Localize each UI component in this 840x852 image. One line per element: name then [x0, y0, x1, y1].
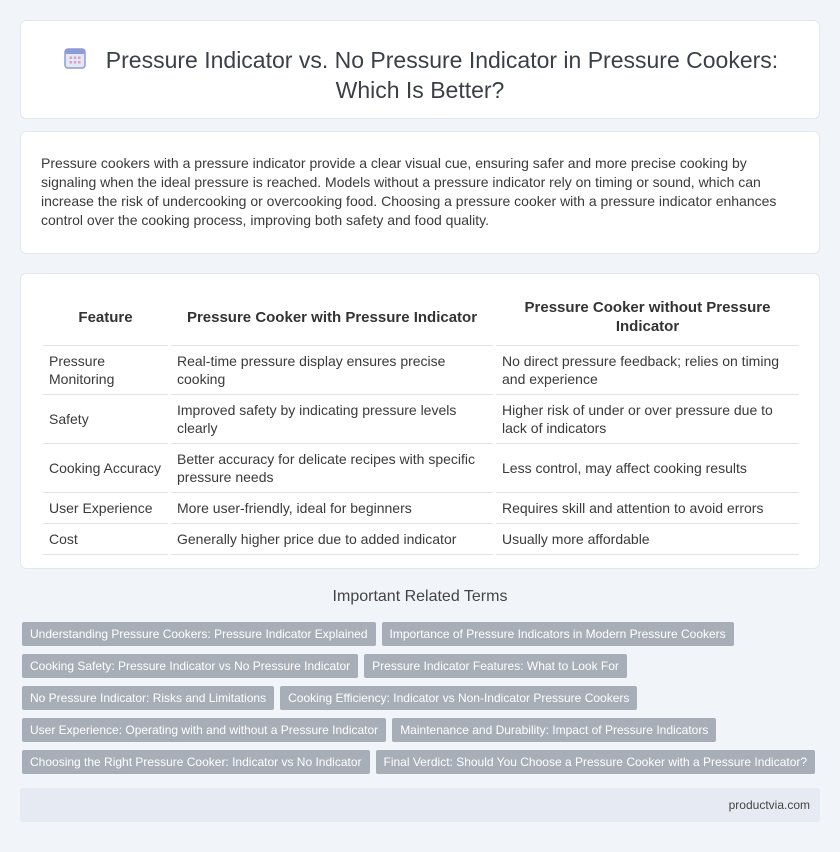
related-term-tag[interactable]: Pressure Indicator Features: What to Look For: [364, 654, 627, 678]
related-term-tag[interactable]: Maintenance and Durability: Impact of Pressure Indicators: [392, 718, 716, 742]
tag-row: [22, 686, 822, 710]
intro-card: [20, 131, 820, 254]
intro-paragraph: Pressure cookers with a pressure indicator provide a clear visual cue, ensuring safer and more precise cooking by signaling when the ideal pressure is reached. Models without a pressure indicator rely on timing or sound, which can increase the risk of undercooking or overcooking food. Choosing a pressure cooker with a pressure indicator enhances control over the cooking process, improving both safety and food quality.: [41, 155, 777, 228]
footer-site-link[interactable]: productvia.com: [728, 798, 810, 812]
header-with-indicator: Pressure Cooker with Pressure Indicator: [170, 296, 495, 346]
without-indicator-cell: No direct pressure feedback; relies on timing and experience: [495, 346, 800, 395]
feature-cell: User Experience: [43, 493, 170, 524]
comparison-table: [43, 296, 799, 555]
related-term-tag[interactable]: User Experience: Operating with and without a Pressure Indicator: [22, 718, 386, 742]
feature-cell: Cost: [43, 524, 170, 555]
table-row: [43, 524, 799, 555]
without-indicator-cell: Less control, may affect cooking results: [495, 444, 800, 493]
calendar-icon: [62, 45, 88, 71]
table-row: [43, 493, 799, 524]
related-term-tag[interactable]: Understanding Pressure Cookers: Pressure Indicator Explained: [22, 622, 376, 646]
with-indicator-cell: Generally higher price due to added indicator: [170, 524, 495, 555]
without-indicator-cell: Usually more affordable: [495, 524, 800, 555]
related-terms-list: [22, 622, 822, 782]
related-terms-title: Important Related Terms: [332, 588, 508, 605]
related-term-tag[interactable]: Importance of Pressure Indicators in Modern Pressure Cookers: [382, 622, 734, 646]
feature-cell: Pressure Monitoring: [43, 346, 170, 395]
feature-cell: Safety: [43, 395, 170, 444]
related-term-tag[interactable]: Final Verdict: Should You Choose a Pressure Cooker with a Pressure Indicator?: [376, 750, 816, 774]
tag-row: [22, 750, 822, 774]
header-without-indicator: Pressure Cooker without Pressure Indicator: [495, 296, 800, 346]
page-title: Pressure Indicator vs. No Pressure Indicator in Pressure Cookers: Which Is Better?: [105, 47, 779, 103]
table-header-row: [43, 296, 799, 346]
title-card: [20, 20, 820, 119]
with-indicator-cell: More user-friendly, ideal for beginners: [170, 493, 495, 524]
tag-row: [22, 622, 822, 646]
tag-row: [22, 718, 822, 742]
related-term-tag[interactable]: Choosing the Right Pressure Cooker: Indicator vs No Indicator: [22, 750, 370, 774]
tag-row: [22, 654, 822, 678]
related-term-tag[interactable]: No Pressure Indicator: Risks and Limitations: [22, 686, 274, 710]
with-indicator-cell: Real-time pressure display ensures precise cooking: [170, 346, 495, 395]
table-row: [43, 346, 799, 395]
related-term-tag[interactable]: Cooking Safety: Pressure Indicator vs No Pressure Indicator: [22, 654, 358, 678]
title-wrap: [41, 45, 799, 105]
with-indicator-cell: Better accuracy for delicate recipes with specific pressure needs: [170, 444, 495, 493]
table-row: [43, 444, 799, 493]
without-indicator-cell: Requires skill and attention to avoid errors: [495, 493, 800, 524]
related-term-tag[interactable]: Cooking Efficiency: Indicator vs Non-Indicator Pressure Cookers: [280, 686, 637, 710]
table-card: [20, 273, 820, 569]
with-indicator-cell: Improved safety by indicating pressure levels clearly: [170, 395, 495, 444]
without-indicator-cell: Higher risk of under or over pressure due to lack of indicators: [495, 395, 800, 444]
footer: [20, 788, 820, 822]
table-row: [43, 395, 799, 444]
feature-cell: Cooking Accuracy: [43, 444, 170, 493]
header-feature: Feature: [43, 296, 170, 346]
